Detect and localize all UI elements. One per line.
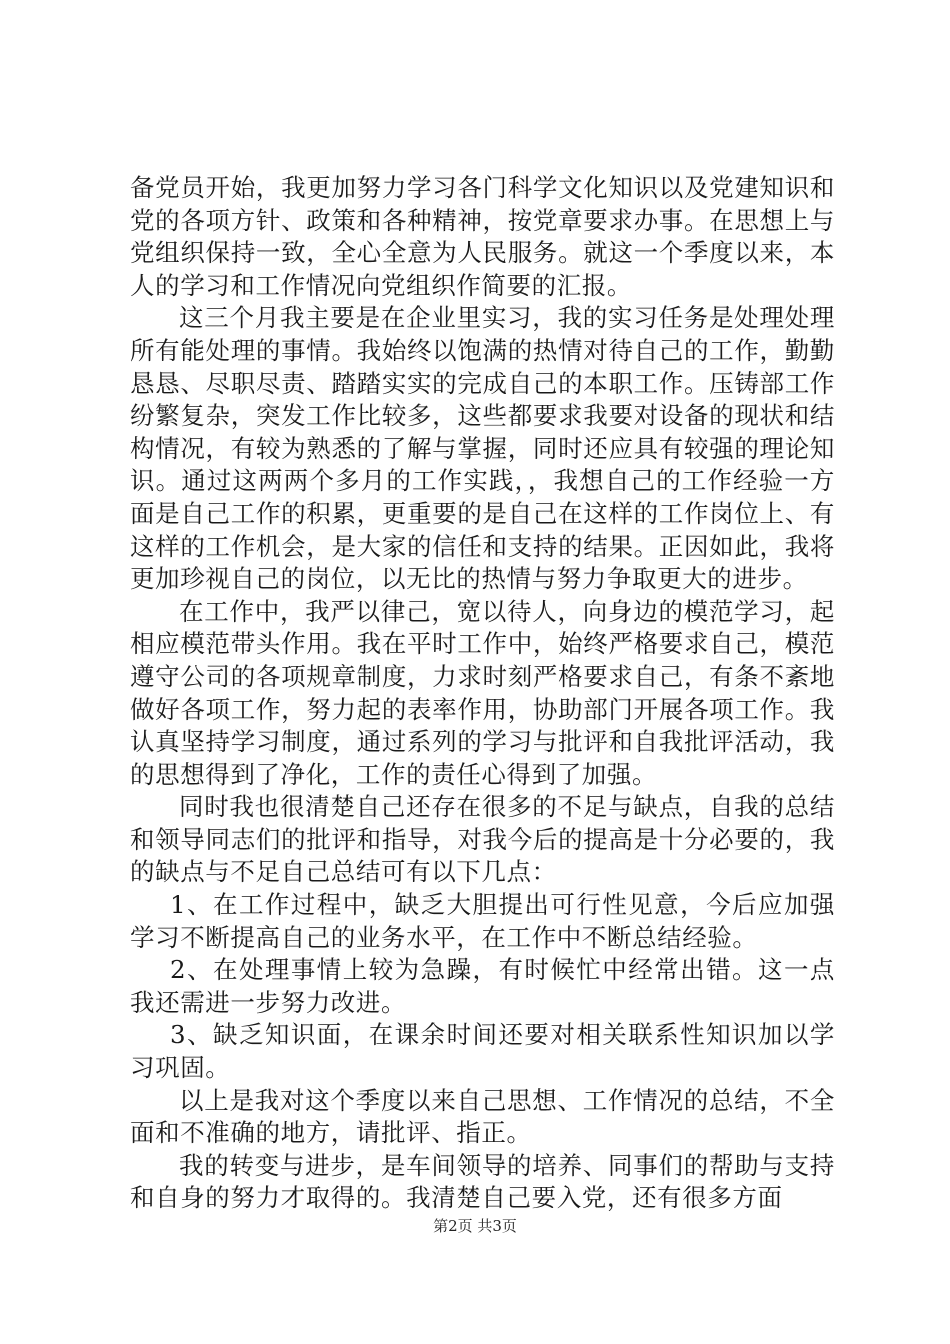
paragraph-work-conduct: 在工作中，我严以律己，宽以待人，向身边的模范学习，起相应模范带头作用。我在平时工作中，始终严格要求自己，模范遵守公司的各项规章制度，力求时刻严格要求自己，有条不紊地做好各项工作，努力起的表率作用，协助部门开展各项工作。我认真坚持学习制度，通过系列的学习与批评和自我批评活动，我的思想得到了净化，工作的责任心得到了加强。 (130, 596, 835, 789)
paragraph-progress: 我的转变与进步，是车间领导的培养、同事们的帮助与支持和自身的努力才取得的。我清楚自己要入党，还有很多方面 (130, 1150, 835, 1213)
list-item-shortcoming-2: 2、在处理事情上较为急躁，有时候忙中经常出错。这一点我还需进一步努力改进。 (130, 955, 835, 1017)
list-item-shortcoming-1: 1、在工作过程中，缺乏大胆提出可行性见意，今后应加强学习不断提高自己的业务水平，在工作中不断总结经验。 (130, 890, 835, 952)
paragraph-summary: 以上是我对这个季度以来自己思想、工作情况的总结，不全面和不准确的地方，请批评、指正。 (130, 1085, 835, 1148)
page-number-footer: 第2页 共3页 (433, 1217, 517, 1235)
document-body (130, 172, 835, 1215)
paragraph-intro: 备党员开始，我更加努力学习各门科学文化知识以及党建知识和党的各项方针、政策和各种精神，按党章要求办事。在思想上与党组织保持一致，全心全意为人民服务。就这一个季度以来，本人的学习和工作情况向党组织作简要的汇报。 (130, 173, 835, 300)
list-item-shortcoming-3: 3、缺乏知识面，在课余时间还要对相关联系性知识加以学习巩固。 (130, 1020, 835, 1083)
paragraph-shortcomings-intro: 同时我也很清楚自己还存在很多的不足与缺点，自我的总结和领导同志们的批评和指导，对我今后的提高是十分必要的，我的缺点与不足自己总结可有以下几点： (130, 792, 835, 887)
paragraph-internship: 这三个月我主要是在企业里实习，我的实习任务是处理处理所有能处理的事情。我始终以饱满的热情对待自己的工作，勤勤恳恳、尽职尽责、踏踏实实的完成自己的本职工作。压铸部工作纷繁复杂，突发工作比较多，这些都要求我要对设备的现状和结构情况，有较为熟悉的了解与掌握，同时还应具有较强的理论知识。通过这两两个多月的工作实践，，我想自己的工作经验一方面是自己工作的积累，更重要的是自己在这样的工作岗位上、有这样的工作机会，是大家的信任和支持的结果。正因如此，我将更加珍视自己的岗位，以无比的热情与努力争取更大的进步。 (130, 303, 835, 594)
